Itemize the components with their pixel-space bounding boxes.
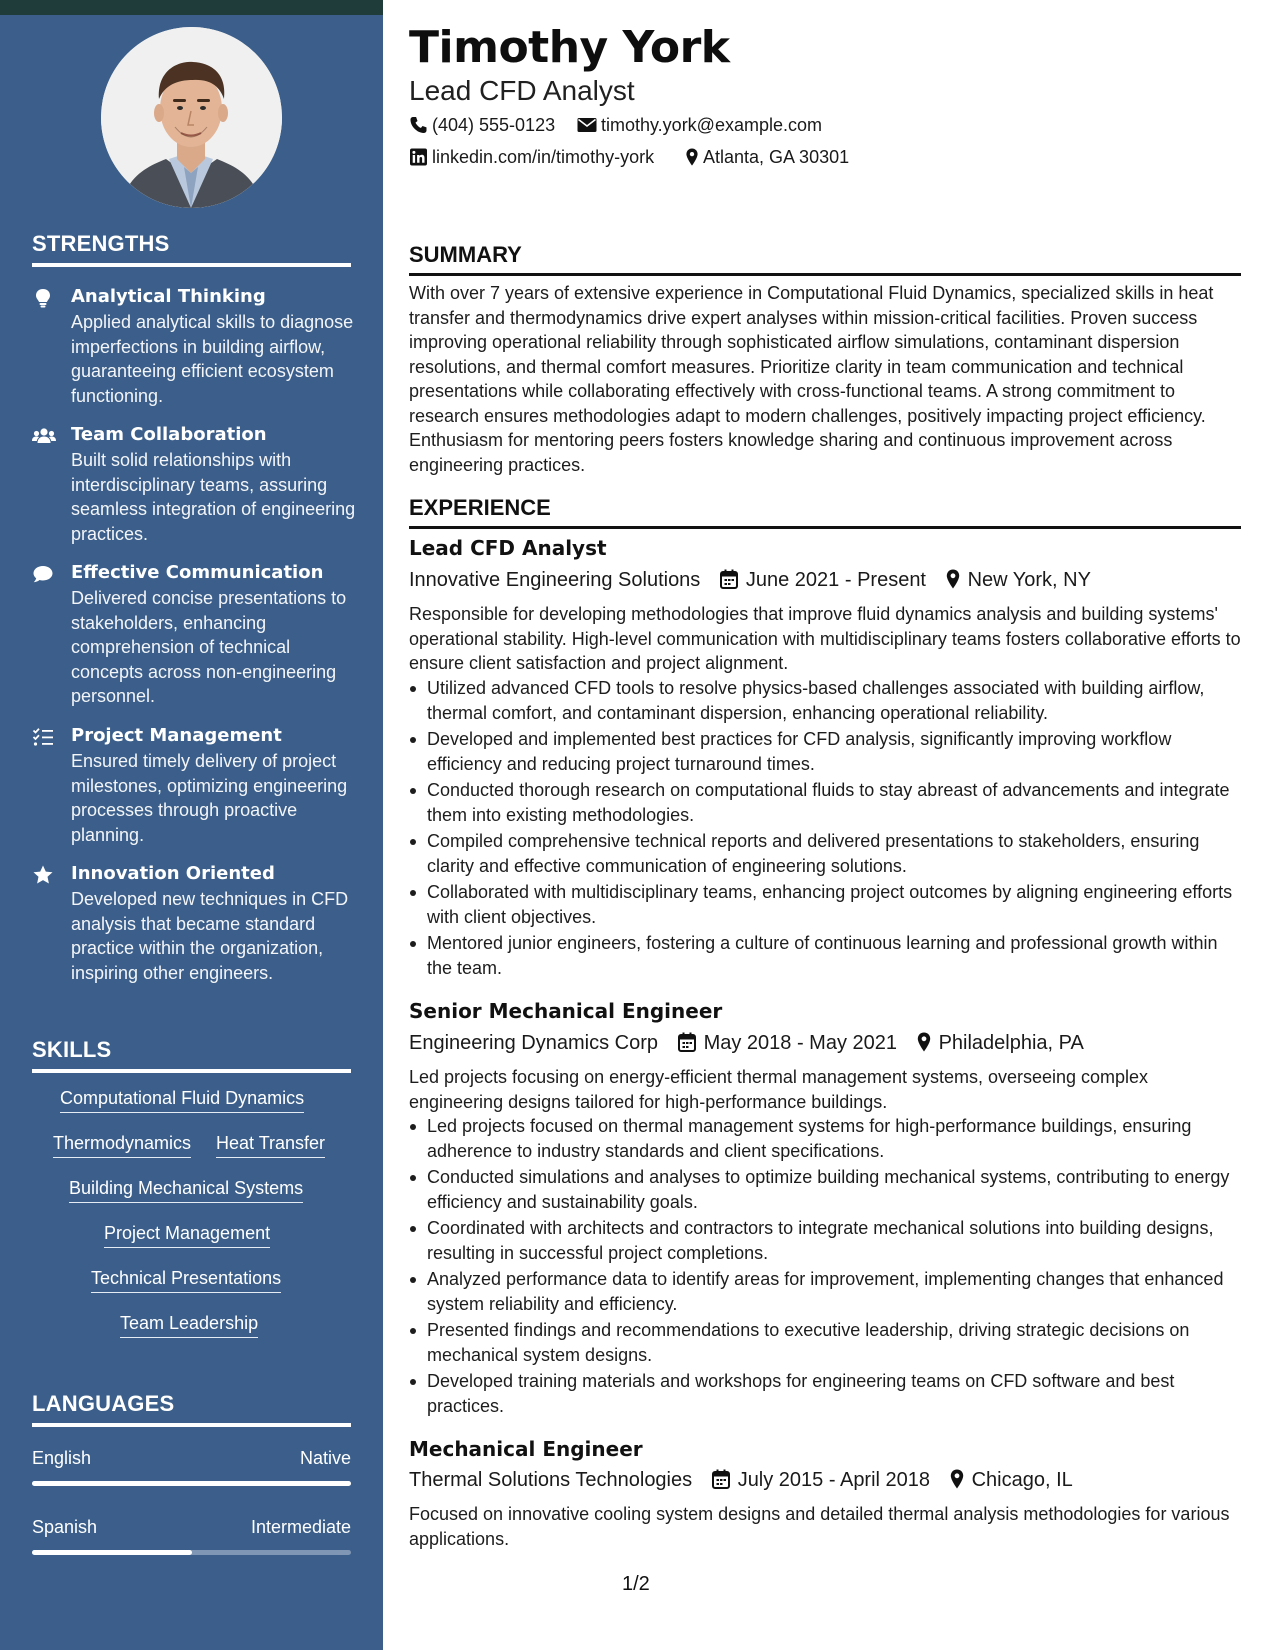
job-meta	[409, 1031, 1084, 1055]
task-list-icon	[32, 727, 54, 747]
location-text: Atlanta, GA 30301	[703, 147, 850, 167]
strengths-section	[32, 231, 351, 267]
job-bullet: Developed training materials and workshops for engineering teams on CFD software and best practices.	[409, 1369, 1241, 1418]
map-pin-icon	[950, 1469, 964, 1489]
job-location: Chicago, IL	[971, 1469, 1073, 1491]
users-icon	[32, 426, 56, 446]
job-company: Innovative Engineering Solutions	[409, 569, 701, 591]
strength-description: Built solid relationships with interdisciplinary teams, assuring seamless integration of engineering practices.	[71, 450, 356, 544]
calendar-icon	[678, 1032, 696, 1052]
job-bullet: Utilized advanced CFD tools to resolve physics-based challenges associated with building airflow, thermal comfort, and contaminant dispersion, enhancing operational reliability.	[409, 676, 1241, 725]
job-meta	[409, 1468, 1073, 1492]
page-number: 1/2	[622, 1573, 650, 1595]
skill-tag: Technical Presentations	[91, 1267, 281, 1293]
job-meta	[409, 568, 1091, 592]
job-title: Senior Mechanical Engineer	[409, 999, 723, 1023]
job-bullet: Collaborated with multidisciplinary teams, enhancing project outcomes by aligning engineering efforts with client objectives.	[409, 880, 1241, 929]
skills-list	[32, 1087, 351, 1337]
language-level: Intermediate	[250, 1517, 351, 1537]
contact-email[interactable]	[577, 114, 822, 136]
experience-heading: EXPERIENCE	[409, 495, 1241, 529]
language-proficiency-bar	[32, 1550, 351, 1555]
languages-section	[32, 1391, 351, 1427]
star-icon	[32, 865, 54, 885]
language-proficiency-fill	[32, 1550, 192, 1555]
job-location: Philadelphia, PA	[938, 1032, 1084, 1054]
map-pin-icon	[946, 569, 960, 589]
job-bullet: Compiled comprehensive technical reports and delivered presentations to stakeholders, ensuring clarity and effective communication of engineering solutions.	[409, 829, 1241, 878]
job-bullet: Analyzed performance data to identify areas for improvement, implementing changes that enhanced system reliability and efficiency.	[409, 1267, 1241, 1316]
skills-section	[32, 1037, 351, 1073]
job-bullet: Conducted thorough research on computational fluids to stay abreast of advancements and integrate them into existing methodologies.	[409, 778, 1241, 827]
job-dates: June 2021 - Present	[745, 569, 926, 591]
job-company: Thermal Solutions Technologies	[409, 1469, 693, 1491]
strengths-list	[32, 286, 356, 1006]
job-dates: July 2015 - April 2018	[737, 1469, 931, 1491]
job-bullet: Coordinated with architects and contractors to integrate mechanical solutions into building designs, resulting in successful project completions.	[409, 1216, 1241, 1265]
email-text[interactable]: timothy.york@example.com	[601, 115, 823, 135]
phone-text: (404) 555-0123	[432, 115, 556, 135]
job-bullet: Led projects focused on thermal management systems for high-performance buildings, ensuring adherence to industry standards and client specifications.	[409, 1114, 1241, 1163]
skill-tag: Heat Transfer	[216, 1132, 325, 1158]
job-title: Lead CFD Analyst	[409, 536, 607, 560]
skill-tag: Project Management	[104, 1222, 270, 1248]
contact-location	[685, 146, 849, 168]
lightbulb-icon	[32, 288, 54, 308]
contact-linkedin[interactable]	[409, 146, 654, 168]
skill-tag: Computational Fluid Dynamics	[60, 1087, 304, 1113]
calendar-icon	[712, 1469, 730, 1489]
strength-title: Innovation Oriented	[71, 863, 275, 884]
job-bullet: Conducted simulations and analyses to optimize building mechanical systems, contributing to energy efficiency and sustainability goals.	[409, 1165, 1241, 1214]
summary-heading: SUMMARY	[409, 242, 1241, 276]
contact-phone	[409, 114, 555, 136]
strength-title: Analytical Thinking	[71, 286, 266, 307]
skills-heading: SKILLS	[32, 1037, 351, 1073]
phone-icon	[409, 116, 428, 134]
candidate-title: Lead CFD Analyst	[409, 75, 635, 106]
strength-description: Developed new techniques in CFD analysis that became standard practice within the organization, inspiring other engineers.	[71, 889, 349, 983]
job-description: Focused on innovative cooling system designs and detailed thermal analysis methodologies for various applications.	[409, 1504, 1230, 1549]
job-bullets	[409, 1114, 1241, 1420]
map-pin-icon	[685, 148, 699, 166]
strength-title: Effective Communication	[71, 562, 324, 583]
summary-text: With over 7 years of extensive experience in Computational Fluid Dynamics, specialized skills in heat transfer and thermodynamics drive expert analyses within mission-critical facilities. Proven success improving operational reliability through sophisticated airflow simulations, contaminant dispersion resolutions, and thermal comfort measures. Prioritize clarity in team communication and technical presentations while collaborating effectively with cross-functional teams. A strong commitment to research ensures methodologies adapt to modern challenges, positively impacting project efficiency. Enthusiasm for mentoring peers fosters knowledge sharing and continuous improvement across engineering practices.	[409, 283, 1214, 475]
profile-photo	[101, 27, 282, 208]
linkedin-text[interactable]: linkedin.com/in/timothy-york	[432, 147, 655, 167]
chat-bubble-icon	[32, 564, 54, 584]
sidebar-top-band	[0, 0, 383, 15]
strengths-heading: STRENGTHS	[32, 231, 351, 267]
language-name: English	[32, 1448, 92, 1468]
job-bullet: Mentored junior engineers, fostering a culture of continuous learning and professional growth within the team.	[409, 931, 1241, 980]
language-proficiency-bar	[32, 1481, 351, 1486]
skill-tag: Thermodynamics	[53, 1132, 191, 1158]
job-description: Led projects focusing on energy-efficient thermal management systems, overseeing complex engineering designs tailored for high-performance buildings.	[409, 1067, 1149, 1112]
strength-description: Applied analytical skills to diagnose imperfections in building airflow, guaranteeing efficient ecosystem functioning.	[71, 312, 354, 406]
language-proficiency-fill	[32, 1481, 351, 1486]
language-name: Spanish	[32, 1517, 98, 1537]
job-bullet: Presented findings and recommendations to executive leadership, driving strategic decisions on mechanical system designs.	[409, 1318, 1241, 1367]
avatar-icon	[101, 27, 282, 208]
job-title: Mechanical Engineer	[409, 1437, 643, 1461]
job-location: New York, NY	[967, 569, 1091, 591]
languages-list	[32, 1447, 351, 1567]
language-level: Native	[299, 1448, 351, 1468]
job-company: Engineering Dynamics Corp	[409, 1032, 659, 1054]
candidate-name: Timothy York	[409, 22, 730, 73]
strength-description: Delivered concise presentations to stakeholders, enhancing comprehension of technical concepts across non-engineering personnel.	[71, 588, 347, 706]
job-description: Responsible for developing methodologies that improve fluid dynamics analysis and building systems' operational stability. High-level communication with multidisciplinary teams fosters collaborative efforts to ensure client satisfaction and project alignment.	[409, 604, 1241, 673]
strength-description: Ensured timely delivery of project milestones, optimizing engineering processes through proactive planning.	[71, 751, 348, 845]
envelope-icon	[577, 116, 597, 134]
linkedin-icon	[409, 148, 428, 166]
job-bullets	[409, 676, 1241, 982]
calendar-icon	[720, 569, 738, 589]
job-bullet: Developed and implemented best practices for CFD analysis, significantly improving workflow efficiency and reducing project turnaround times.	[409, 727, 1241, 776]
skill-tag: Building Mechanical Systems	[69, 1177, 303, 1203]
map-pin-icon	[917, 1032, 931, 1052]
strength-title: Team Collaboration	[71, 424, 267, 445]
skill-tag: Team Leadership	[120, 1312, 258, 1338]
languages-heading: LANGUAGES	[32, 1391, 351, 1427]
strength-title: Project Management	[71, 725, 282, 746]
job-dates: May 2018 - May 2021	[703, 1032, 898, 1054]
sidebar	[0, 0, 383, 1650]
